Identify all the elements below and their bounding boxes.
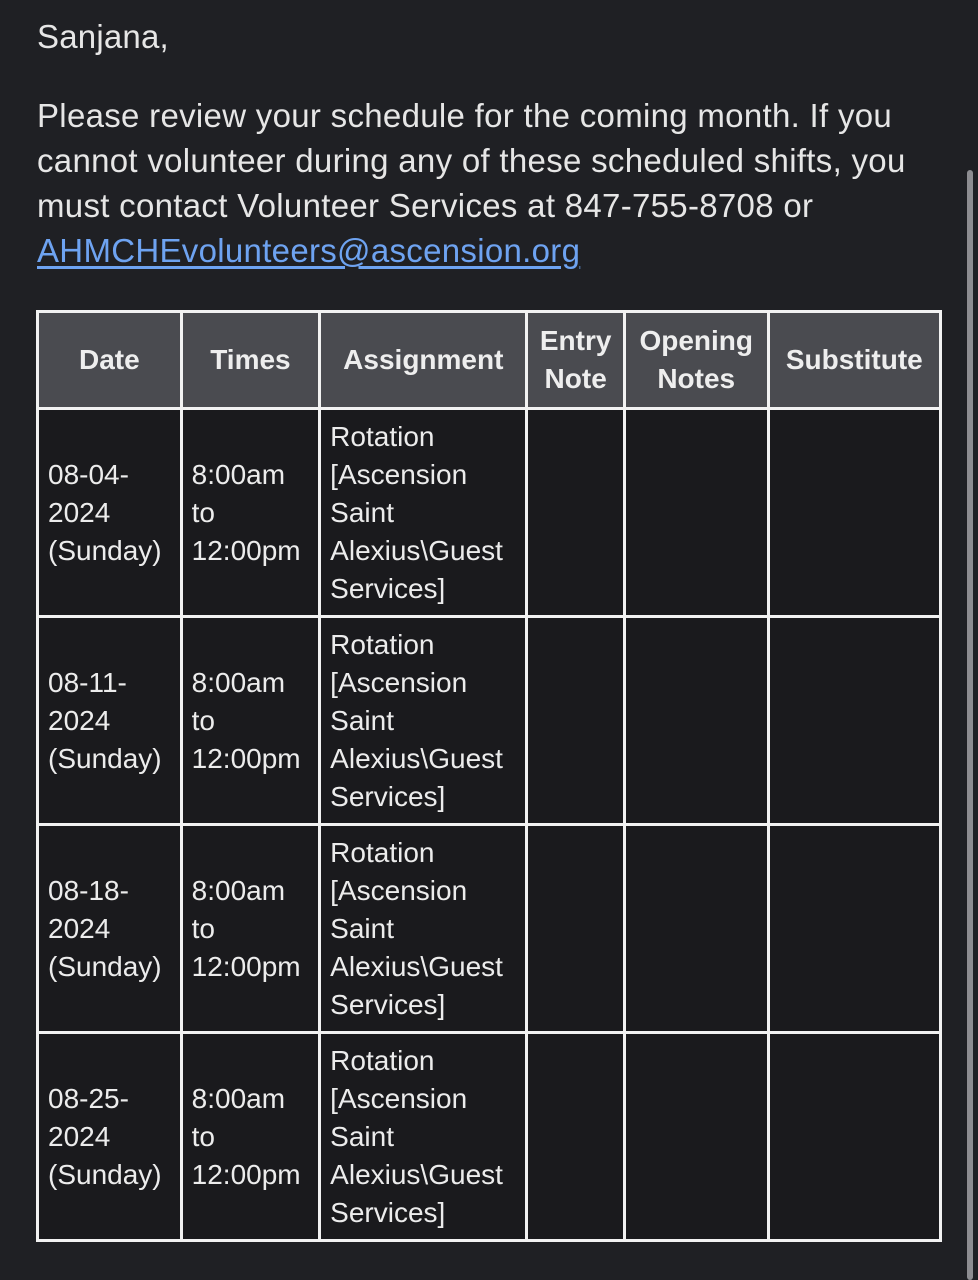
cell-assignment: Rotation [Ascension Saint Alexius\Guest Services]: [320, 1033, 527, 1241]
table-row: [38, 409, 941, 617]
cell-opening-notes: [624, 825, 768, 1033]
cell-substitute: [768, 1033, 940, 1241]
cell-times: 8:00am to 12:00pm: [181, 1033, 320, 1241]
cell-date: 08-11-2024 (Sunday): [38, 617, 182, 825]
cell-opening-notes: [624, 617, 768, 825]
cell-entry-note: [527, 825, 624, 1033]
cell-entry-note: [527, 1033, 624, 1241]
cell-opening-notes: [624, 409, 768, 617]
cell-date: 08-04-2024 (Sunday): [38, 409, 182, 617]
schedule-table: [36, 310, 942, 1242]
header-assignment: Assignment: [320, 312, 527, 409]
cell-assignment: Rotation [Ascension Saint Alexius\Guest Services]: [320, 825, 527, 1033]
cell-entry-note: [527, 617, 624, 825]
table-row: [38, 825, 941, 1033]
cell-opening-notes: [624, 1033, 768, 1241]
cell-date: 08-18-2024 (Sunday): [38, 825, 182, 1033]
schedule-message: [37, 93, 917, 273]
header-opening-notes: Opening Notes: [624, 312, 768, 409]
cell-assignment: Rotation [Ascension Saint Alexius\Guest Services]: [320, 617, 527, 825]
header-entry-note: Entry Note: [527, 312, 624, 409]
header-substitute: Substitute: [768, 312, 940, 409]
greeting-text: Sanjana,: [37, 18, 169, 55]
cell-entry-note: [527, 409, 624, 617]
cell-times: 8:00am to 12:00pm: [181, 617, 320, 825]
header-times: Times: [181, 312, 320, 409]
vertical-scrollbar[interactable]: [967, 170, 973, 1280]
cell-date: 08-25-2024 (Sunday): [38, 1033, 182, 1241]
cell-substitute: [768, 409, 940, 617]
table-header-row: [38, 312, 941, 409]
header-date: Date: [38, 312, 182, 409]
volunteer-email-link[interactable]: AHMCHEvolunteers@ascension.org: [37, 232, 581, 269]
cell-substitute: [768, 825, 940, 1033]
cell-substitute: [768, 617, 940, 825]
message-text: Please review your schedule for the coming month. If you cannot volunteer during any of these scheduled shifts, you must contact Volunteer Services at 847-755-8708 or: [37, 97, 906, 224]
table-row: [38, 1033, 941, 1241]
table-row: [38, 617, 941, 825]
cell-times: 8:00am to 12:00pm: [181, 825, 320, 1033]
cell-times: 8:00am to 12:00pm: [181, 409, 320, 617]
cell-assignment: Rotation [Ascension Saint Alexius\Guest Services]: [320, 409, 527, 617]
email-body: [37, 0, 942, 273]
